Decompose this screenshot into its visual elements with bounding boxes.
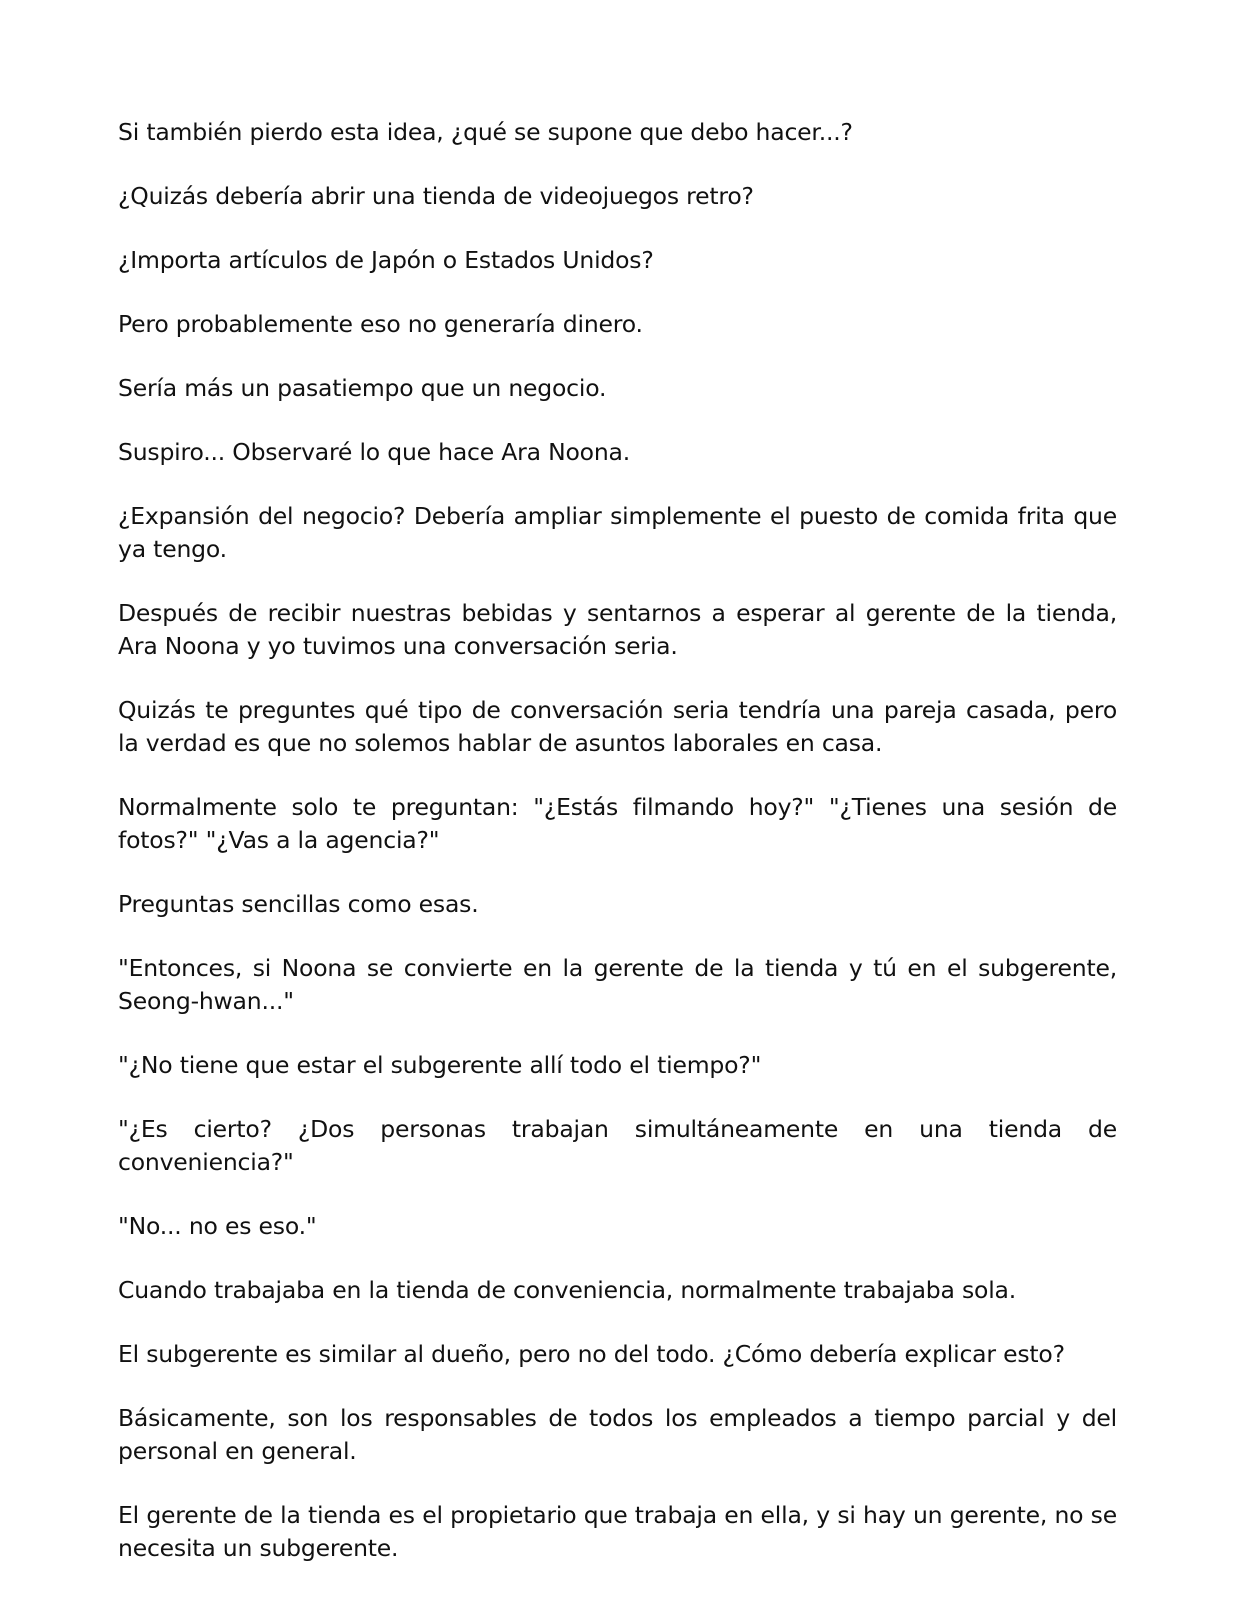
paragraph-1: Si también pierdo esta idea, ¿qué se supone que debo hacer...? [118,118,853,146]
paragraph-3: ¿Importa artículos de Japón o Estados Unidos? [118,246,654,274]
paragraph-15: "No... no es eso." [118,1212,317,1240]
paragraph-17: El subgerente es similar al dueño, pero no del todo. ¿Cómo debería explicar esto? [118,1340,1065,1368]
paragraph-4: Pero probablemente eso no generaría dinero. [118,310,643,338]
paragraph-8: Después de recibir nuestras bebidas y sentarnos a esperar al gerente de la tienda, Ara Noona y yo tuvimos una conversación seria. [118,599,1117,660]
paragraph-14: "¿Es cierto? ¿Dos personas trabajan simultáneamente en una tienda de conveniencia?" [118,1115,1117,1176]
paragraph-11: Preguntas sencillas como esas. [118,890,479,918]
paragraph-9: Quizás te preguntes qué tipo de conversación seria tendría una pareja casada, pero la verdad es que no solemos hablar de asuntos laborales en casa. [118,696,1117,757]
paragraph-16: Cuando trabajaba en la tienda de conveniencia, normalmente trabajaba sola. [118,1276,1017,1304]
paragraph-18: Básicamente, son los responsables de todos los empleados a tiempo parcial y del personal en general. [118,1404,1117,1465]
paragraph-10: Normalmente solo te preguntan: "¿Estás filmando hoy?" "¿Tienes una sesión de fotos?" "¿Vas a la agencia?" [118,793,1117,854]
paragraph-5: Sería más un pasatiempo que un negocio. [118,374,607,402]
paragraph-19: El gerente de la tienda es el propietario que trabaja en ella, y si hay un gerente, no se necesita un subgerente. [118,1501,1117,1562]
paragraph-13: "¿No tiene que estar el subgerente allí todo el tiempo?" [118,1051,762,1079]
paragraph-12: "Entonces, si Noona se convierte en la gerente de la tienda y tú en el subgerente, Seong-hwan..." [118,954,1117,1015]
paragraph-2: ¿Quizás debería abrir una tienda de videojuegos retro? [118,182,754,210]
paragraph-7: ¿Expansión del negocio? Debería ampliar simplemente el puesto de comida frita que ya tengo. [118,502,1117,563]
paragraph-6: Suspiro... Observaré lo que hace Ara Noona. [118,438,631,466]
